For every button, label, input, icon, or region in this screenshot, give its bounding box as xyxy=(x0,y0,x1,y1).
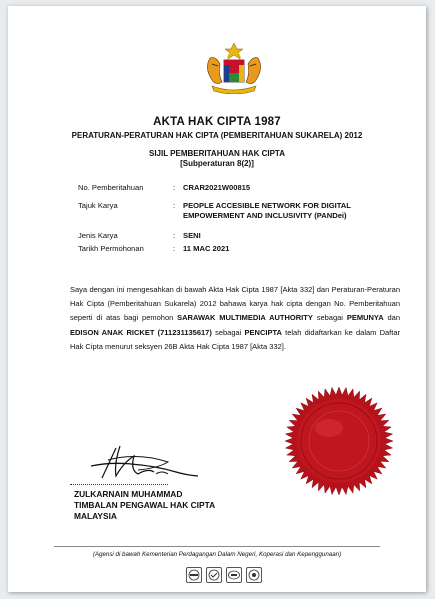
field-value: SENI xyxy=(183,231,201,240)
paragraph-text: sebagai xyxy=(215,327,242,337)
footer-divider xyxy=(54,546,380,547)
paragraph-text: Saya dengan ini mengesahkan di bawah Akta Hak Cipta 1987 [Akta 332] dan Peraturan-Peraturan Hak Cipta (Pemberitahuan Sukarela) 2012 bahawa karya hak cipta dengan No. Pemberitahuan seperti di atas bagi pemohon xyxy=(70,285,400,323)
certificate-title: SIJIL PEMBERITAHUAN HAK CIPTA xyxy=(148,149,285,158)
official-seal-icon xyxy=(284,386,394,496)
footer-note: (Agensi di bawah Kementerian Perdagangan Dalam Negeri, Koperasi dan Kepenggunaan) xyxy=(92,551,342,558)
signatory-position: TIMBALAN PENGAWAL HAK CIPTA xyxy=(74,500,216,510)
owner-name: SARAWAK MULTIMEDIA AUTHORITY xyxy=(177,313,313,323)
author-role: PENCIPTA xyxy=(244,327,282,337)
field-colon: : xyxy=(173,244,176,253)
coat-of-arms-icon xyxy=(202,42,266,94)
field-label: No. Pemberitahuan xyxy=(78,183,144,192)
certification-logo-icon xyxy=(226,567,242,583)
certification-logo-icon xyxy=(186,567,202,583)
owner-role: PEMUNYA xyxy=(346,313,384,323)
signature-line xyxy=(70,484,168,485)
field-colon: : xyxy=(173,231,176,240)
field-value: PEOPLE ACCESIBLE NETWORK FOR DIGITAL EMPOWERMENT AND INCLUSIVITY (PANDei) xyxy=(183,201,351,220)
field-label: Tarikh Permohonan xyxy=(78,244,144,253)
field-colon: : xyxy=(173,201,176,210)
paragraph-text: telah didaftarkan ke dalam Daftar Hak Cipta menurut seksyen 26B Akta Hak Cipta 1987 [Akta 332]. xyxy=(70,327,401,351)
field-label: Tajuk Karya xyxy=(78,201,118,210)
paragraph-text: sebagai xyxy=(316,313,343,323)
field-colon: : xyxy=(173,183,176,192)
regulation-title: PERATURAN-PERATURAN HAK CIPTA (PEMBERITAHUAN SUKARELA) 2012 xyxy=(71,131,363,140)
signature-icon xyxy=(86,436,206,486)
sub-regulation: [Subperaturan 8(2)] xyxy=(180,159,254,168)
certification-paragraph xyxy=(70,283,400,354)
signatory-country: MALAYSIA xyxy=(74,511,117,521)
act-title: AKTA HAK CIPTA 1987 xyxy=(153,116,281,128)
field-value: 11 MAC 2021 xyxy=(183,244,230,253)
certification-logo-icon xyxy=(206,567,222,583)
certification-logo-icon xyxy=(246,567,262,583)
paragraph-text: dan xyxy=(387,313,401,323)
certificate-sheet xyxy=(8,6,426,592)
signatory-name: ZULKARNAIN MUHAMMAD xyxy=(74,489,183,499)
field-value: CRAR2021W00815 xyxy=(183,183,251,192)
field-label: Jenis Karya xyxy=(78,231,118,240)
author-name: EDISON ANAK RICKET (711231135617) xyxy=(70,327,212,337)
